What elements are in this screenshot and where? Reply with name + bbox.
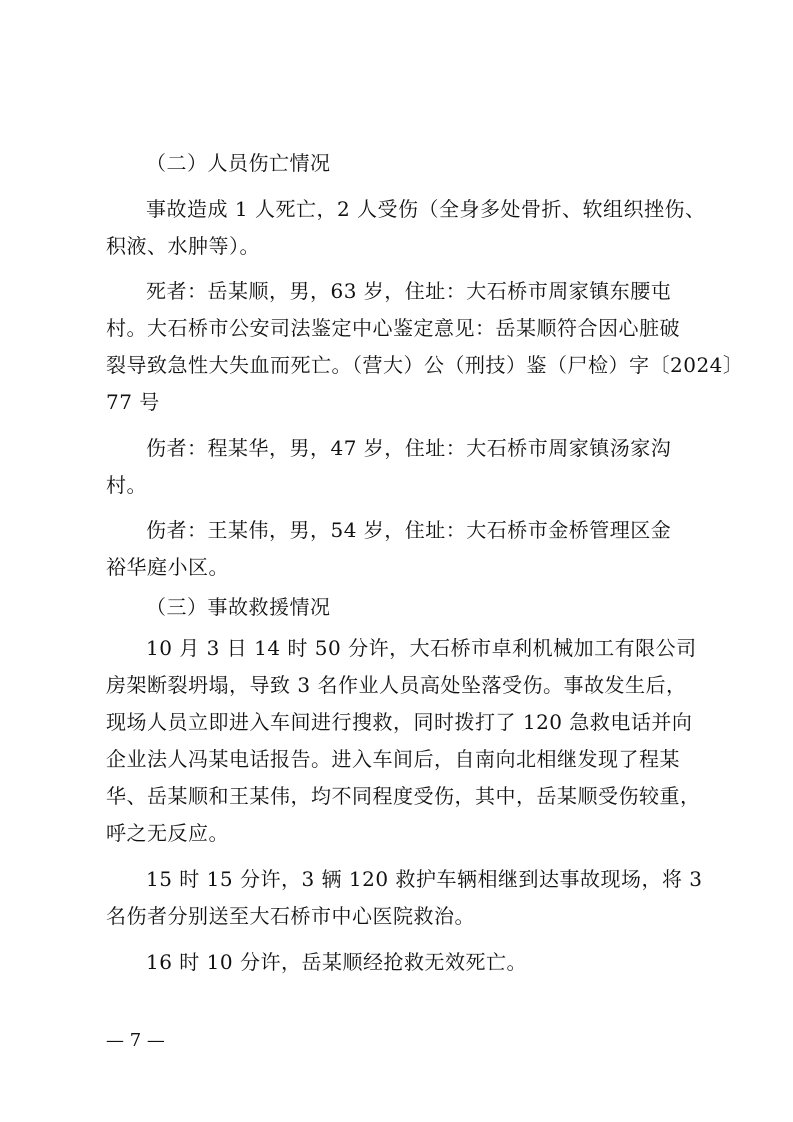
- paragraph-line: 15 时 15 分许，3 辆 120 救护车辆相继到达事故现场，将 3: [146, 867, 703, 891]
- paragraph-line: 房架断裂坍塌，导致 3 名作业人员高处坠落受伤。事故发生后，: [106, 673, 687, 697]
- paragraph-line: 企业法人冯某电话报告。进入车间后，自南向北相继发现了程某: [106, 747, 680, 771]
- paragraph-line: 呼之无反应。: [106, 821, 229, 845]
- paragraph-line: 事故造成 1 人死亡，2 人受伤（全身多处骨折、软组织挫伤、: [146, 197, 706, 221]
- paragraph-line: 16 时 10 分许，岳某顺经抢救无效死亡。: [146, 950, 527, 974]
- paragraph-line: 77 号: [106, 390, 160, 414]
- paragraph-line: 裂导致急性大失血而死亡。（营大）公（刑技）鉴（尸检）字〔2024〕: [106, 353, 744, 377]
- paragraph-line: 裕华庭小区。: [106, 555, 229, 579]
- paragraph-line: 现场人员立即进入车间进行搜救，同时拨打了 120 急救电话并向: [106, 710, 693, 734]
- page-number: — 7 —: [106, 1030, 165, 1051]
- paragraph-line: 10 月 3 日 14 时 50 分许，大石桥市卓利机械加工有限公司: [146, 636, 697, 660]
- section-heading-rescue: （三）事故救援情况: [146, 595, 331, 619]
- paragraph-line: 积液、水肿等）。: [106, 234, 260, 258]
- paragraph-line: 伤者：王某伟，男，54 岁，住址：大石桥市金桥管理区金: [146, 518, 672, 542]
- paragraph-line: 伤者：程某华，男，47 岁，住址：大石桥市周家镇汤家沟: [146, 436, 672, 460]
- paragraph-line: 村。: [106, 473, 147, 497]
- paragraph-line: 华、岳某顺和王某伟，均不同程度受伤，其中，岳某顺受伤较重，: [106, 784, 701, 808]
- paragraph-line: 死者：岳某顺，男，63 岁，住址：大石桥市周家镇东腰屯: [146, 279, 672, 303]
- section-heading-casualties: （二）人员伤亡情况: [146, 151, 331, 175]
- paragraph-line: 村。大石桥市公安司法鉴定中心鉴定意见：岳某顺符合因心脏破: [106, 316, 680, 340]
- paragraph-line: 名伤者分别送至大石桥市中心医院救治。: [106, 904, 475, 928]
